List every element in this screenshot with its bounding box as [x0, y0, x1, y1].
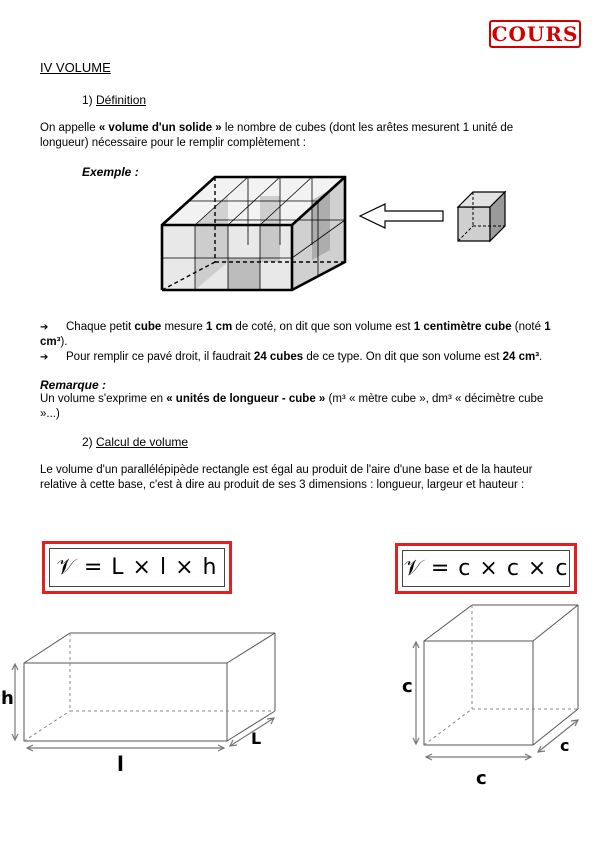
box-length-label: l — [117, 752, 124, 776]
arrow-bullet-icon: ➔ — [40, 352, 49, 363]
intro-text-1: On appelle — [40, 122, 99, 134]
box-height-label: h — [1, 688, 14, 709]
example-label: Exemple : — [82, 165, 139, 179]
calc-paragraph: Le volume d'un parallélépipède rectangle est égal au produit de l'aire d'une base et de la hauteur relative à cette base, c'est à dire au produit de ses 3 dimensions : longueur, largeur et hauteur : — [40, 464, 533, 491]
cube-drawing — [413, 605, 578, 760]
cube-side-label-right: c — [560, 736, 570, 755]
definition-number: 1) — [82, 93, 97, 107]
formula-box-text: 𝒱 = L × l × h — [49, 548, 225, 587]
calc-heading: 2) Calcul de volume — [82, 435, 189, 449]
bullet-24-cubes: ➔ Pour remplir ce pavé droit, il faudrait 24 cubes de ce type. On dit que son volume est 24 cm³. — [40, 351, 543, 363]
remark-label: Remarque : — [40, 378, 107, 392]
arrow-bullet-icon: ➔ — [40, 322, 49, 333]
intro-text-2: le nombre de cubes (dont les arêtes mesurent 1 unité de longueur) nécessaire pour le remplir complètement : — [40, 122, 514, 149]
formula-cube-text: 𝒱 = c × c × c — [402, 550, 570, 587]
cours-badge: COURS — [489, 20, 581, 48]
box-drawing — [12, 633, 275, 751]
definition-title: Définition — [96, 93, 147, 107]
cube-side-label-bottom: c — [476, 768, 487, 789]
box-width-label: L — [251, 729, 262, 748]
cube-side-label-left: c — [402, 676, 413, 697]
section-title: IV VOLUME — [40, 60, 111, 75]
bullet-unit-cube: ➔ Chaque petit cube mesure 1 cm de coté, on dit que son volume est 1 centimètre cube (noté 1 cm³). — [40, 321, 551, 348]
remark-paragraph: Un volume s'exprime en « unités de longueur - cube » (m³ « mètre cube », dm³ « décimètre cube »...) — [40, 393, 544, 420]
intro-bold: « volume d'un solide » — [98, 122, 222, 134]
